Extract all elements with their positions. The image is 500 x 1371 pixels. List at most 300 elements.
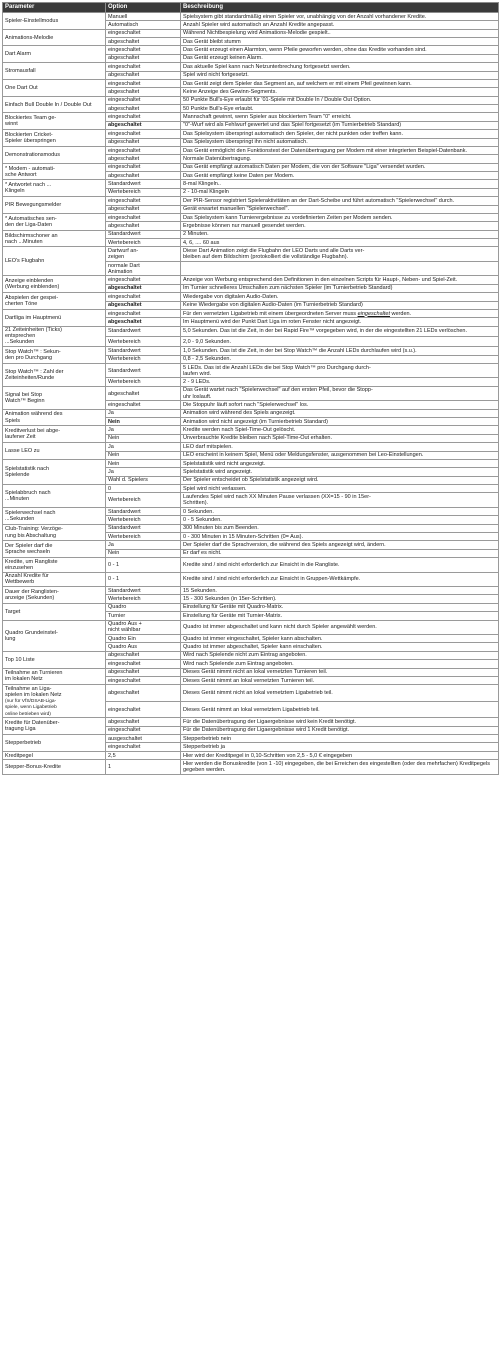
description-cell: [181, 459, 499, 467]
description-text: Das Spielsystem überspringt automatisch den Spieler, der nicht punkten oder treffen kann.: [183, 130, 404, 137]
parameter-cell: [3, 603, 106, 620]
description-cell: [181, 507, 499, 515]
parameter-cell: [3, 29, 106, 46]
description-text: Kredite werden nach Spiel-Time-Out gelöscht.: [183, 427, 296, 434]
description-text: Das Gerät ermöglicht den Funktionstest der Datenübertragung per Modem mit einer integrierten Beispiel-Datenbank.: [183, 147, 468, 154]
option-label: eingeschaltet: [108, 97, 141, 104]
option-label: eingeschaltet: [108, 706, 141, 713]
description-text: Im Turnier schnelleres Umschalten zum nächsten Spieler (im Turnierbetrieb Standard): [183, 285, 393, 292]
description-text: 2 - 9 LEDs.: [183, 379, 211, 386]
option-label: normale Dart Animation: [108, 262, 140, 275]
description-text: Spielsystem gibt standardmäßig einen Spieler vor, unabhängig von der Anzahl vorhandener Kredite.: [183, 13, 427, 20]
description-text: 2 - 10-mal Klingeln: [183, 189, 229, 196]
option-label: Wahl d. Spielers: [108, 477, 148, 484]
option-cell: [106, 239, 181, 247]
table-row: [3, 230, 499, 238]
description-text: Gerät erwartet manuellen "Spielerwechsel".: [183, 206, 290, 213]
option-cell: [106, 587, 181, 595]
description-cell: [181, 676, 499, 684]
description-text: Für die Datenübertragung der Ligaergebnisse wird kein Kredit benötigt.: [183, 719, 357, 725]
option-label: Wertebereich: [108, 239, 141, 246]
option-label: Wertebereich: [108, 516, 141, 523]
description-text: Das Gerät erzeugt keinen Alarm.: [183, 55, 263, 62]
option-label: Standardwert: [108, 525, 141, 532]
parameter-cell: [3, 718, 106, 735]
description-tail: werden.: [390, 310, 412, 317]
option-cell: [106, 38, 181, 46]
parameter-label: Kreditverlust bei abge- laufener Zeit: [5, 428, 61, 441]
parameter-cell: [3, 180, 106, 197]
description-cell: [181, 38, 499, 46]
parameter-label: Dart Alarm: [5, 51, 31, 58]
description-cell: [181, 247, 499, 261]
description-text: Animation wird während des Spiels angezeigt.: [183, 410, 296, 417]
parameter-cell: [3, 668, 106, 685]
option-label: abgeschaltet: [108, 72, 140, 79]
description-text: Spiel wird nicht fortgesetzt.: [183, 72, 249, 79]
table-row: [3, 363, 499, 377]
description-text: "0"-Wurf wird als Fehlwurf gewertet und das Spiel fortgesetzt (im Turnierbetrieb Standard): [183, 122, 402, 129]
parameter-table: [2, 2, 499, 775]
parameter-cell: [3, 96, 106, 113]
option-cell: [106, 309, 181, 317]
option-label: Quadro Aus + nicht wählbar: [108, 621, 142, 634]
parameter-label: Top 10 Liste: [5, 656, 35, 663]
parameter-label: Kredite, um Rangliste einzusehen: [5, 558, 58, 571]
parameter-label: PIR Bewegungsmelder: [5, 202, 62, 209]
table-row: [3, 130, 499, 138]
option-label: eingeschaltet: [108, 130, 141, 137]
parameter-cell: [3, 651, 106, 668]
table-row: [3, 751, 499, 759]
option-cell: [106, 485, 181, 493]
description-cell: [181, 105, 499, 113]
description-cell: [181, 485, 499, 493]
table-row: [3, 651, 499, 659]
parameter-label: Stop Watch™ : Sekun- den pro Durchgang: [5, 349, 61, 362]
description-cell: [181, 643, 499, 651]
option-cell: [106, 318, 181, 326]
option-label: Turnier: [108, 612, 126, 619]
option-label: eingeschaltet: [108, 30, 141, 37]
description-text: Stepperbetrieb nein: [183, 735, 232, 742]
table-row: [3, 326, 499, 336]
parameter-cell: [3, 620, 106, 651]
description-text: 4, 6, .... 60 aus: [183, 239, 220, 246]
description-cell: [181, 276, 499, 284]
option-label: Wertebereich: [108, 379, 141, 386]
option-label: abgeschaltet: [108, 318, 142, 325]
description-text: Er darf es nicht.: [183, 550, 222, 557]
parameter-label: Blockierten Cricket- Spieler überspringen: [5, 132, 56, 145]
option-cell: [106, 188, 181, 196]
option-label: abgeschaltet: [108, 139, 140, 146]
option-label: abgeschaltet: [108, 222, 140, 229]
parameter-cell: [3, 326, 106, 347]
description-cell: [181, 54, 499, 62]
parameter-label: Stop Watch™ : Zahl der Zeiteinheiten/Runde: [5, 368, 64, 381]
option-cell: [106, 71, 181, 79]
parameter-label: LEO's Flugbahn: [5, 258, 45, 265]
description-text: 0 - 300 Minuten in 15 Minuten-Schritten (0= Aus).: [183, 533, 303, 540]
description-text: Das Gerät empfängt automatisch Daten per Modem, die von der Software "Liga" versendet wurden.: [183, 164, 426, 171]
parameter-cell: [3, 459, 106, 484]
table-row: [3, 29, 499, 37]
table-header-row: [3, 3, 499, 13]
description-cell: [181, 603, 499, 611]
description-text: Das Gerät bleibt stumm: [183, 38, 241, 45]
parameter-cell: [3, 443, 106, 460]
option-label: ausgeschaltet: [108, 735, 142, 742]
description-cell: [181, 558, 499, 572]
option-cell: [106, 743, 181, 751]
option-label: Wertebereich: [108, 533, 141, 540]
description-cell: [181, 668, 499, 676]
option-cell: [106, 276, 181, 284]
table-row: [3, 685, 499, 702]
table-body: [3, 12, 499, 774]
option-cell: [106, 355, 181, 363]
table-row: [3, 620, 499, 634]
option-label: eingeschaltet: [108, 147, 141, 154]
parameter-label: Spielerwechsel nach ...Sekunden: [5, 509, 56, 522]
parameter-cell: [3, 293, 106, 310]
description-cell: [181, 121, 499, 129]
description-text: Einstellung für Geräte mit Turnier-Matrix.: [183, 612, 283, 619]
option-cell: [106, 172, 181, 180]
option-cell: [106, 541, 181, 549]
description-cell: [181, 355, 499, 363]
table-row: [3, 718, 499, 726]
parameter-label: Der Spieler darf die Sprache wechseln: [5, 543, 53, 556]
description-cell: [181, 685, 499, 702]
table-row: [3, 541, 499, 549]
description-text: Keine Anzeige des Gewinn-Segments.: [183, 88, 277, 95]
option-label: Ja: [108, 443, 114, 450]
option-cell: [106, 21, 181, 29]
parameter-label: Teilnahme an Liga- spielen im lokalen Netz: [5, 685, 62, 699]
parameter-label: Stepper-Bonus-Kredite: [5, 763, 61, 770]
description-cell: [181, 155, 499, 163]
description-emphasis: eingeschaltet: [357, 310, 390, 317]
parameter-label: Spielabbruch nach ...Minuten: [5, 489, 51, 502]
parameter-label: Kredite für Datenüber- tragung Liga: [5, 720, 60, 733]
parameter-label: Einfach Bull Double In / Double Out: [5, 101, 92, 108]
parameter-label: Dartliga im Hauptmenü: [5, 314, 62, 321]
description-cell: [181, 318, 499, 326]
option-label: Nein: [108, 452, 120, 459]
description-text: Einstellung für Geräte mit Quadro-Matrix.: [183, 604, 284, 611]
description-cell: [181, 595, 499, 603]
option-label: Ja: [108, 410, 114, 417]
option-label: Ja: [108, 468, 114, 475]
option-cell: [106, 685, 181, 702]
option-label: eingeschaltet: [108, 214, 141, 221]
parameter-label: Bildschirmschoner an nach ...Minuten: [5, 232, 58, 245]
description-cell: [181, 12, 499, 20]
description-cell: [181, 718, 499, 726]
option-cell: [106, 595, 181, 603]
description-text: Der Spieler darf die Sprachversion, die während des Spiels angezeigt wird, ändern.: [183, 542, 386, 549]
description-cell: [181, 751, 499, 759]
option-cell: [106, 409, 181, 417]
option-label: eingeschaltet: [108, 401, 141, 408]
option-cell: [106, 493, 181, 507]
option-label: eingeschaltet: [108, 677, 141, 684]
description-text: Für die Datenübertragung der Ligaergebnisse wird 1 Kredit benötigt.: [183, 727, 350, 734]
description-text: Das aktuelle Spiel kann nach Netzunterbrechung fortgesetzt werden.: [183, 63, 351, 70]
parameter-cell: [3, 363, 106, 386]
option-label: Standardwert: [108, 508, 141, 515]
option-label: Standardwert: [108, 181, 141, 188]
description-cell: [181, 572, 499, 586]
table-row: [3, 79, 499, 87]
parameter-label: Quadro Grundeinstel- lung: [5, 629, 58, 642]
description-text: 0 Sekunden.: [183, 508, 214, 515]
option-cell: [106, 718, 181, 726]
description-text: Dieses Gerät nimmt an lokal vernetzten Turnieren teil.: [183, 677, 315, 684]
table-row: [3, 213, 499, 221]
description-cell: [181, 409, 499, 417]
parameter-label: Kreditpegel: [5, 752, 33, 759]
table-row: [3, 760, 499, 774]
description-cell: [181, 301, 499, 309]
description-text: 1,0 Sekunden. Das ist die Zeit, in der bei Stop Watch™ die Anzahl LEDs durchlaufen wird (s.u.).: [183, 347, 417, 354]
option-cell: [106, 46, 181, 54]
description-text: Spiel wird nicht verlassen.: [183, 485, 247, 492]
option-label: Quadro Aus: [108, 644, 138, 651]
description-cell: [181, 418, 499, 426]
description-text: Das Spielsystem überspringt ihn nicht automatisch.: [183, 139, 308, 146]
option-cell: [106, 79, 181, 87]
parameter-cell: [3, 130, 106, 147]
table-row: [3, 247, 499, 261]
description-text: Quadro ist immer abgeschaltet und kann nicht durch Spieler angewählt werden.: [183, 624, 377, 631]
description-cell: [181, 239, 499, 247]
description-text: Dieses Gerät nimmt nicht an lokal vernetzten Turnieren teil.: [183, 669, 328, 676]
description-cell: [181, 46, 499, 54]
parameter-label: Teilnahme an Turnieren im lokalen Netz: [5, 670, 63, 683]
option-label: 2,5: [108, 752, 116, 759]
parameter-cell: [3, 524, 106, 541]
option-cell: [106, 651, 181, 659]
option-cell: [106, 326, 181, 336]
option-cell: [106, 261, 181, 275]
description-cell: [181, 326, 499, 336]
option-cell: [106, 163, 181, 171]
parameter-cell: [3, 760, 106, 774]
description-text: Im Hauptmenü wird der Punkt Dart Liga im roten Fenster nicht angezeigt.: [183, 318, 362, 325]
parameter-cell: [3, 587, 106, 604]
option-label: Nein: [108, 550, 120, 557]
option-cell: [106, 558, 181, 572]
description-cell: [181, 363, 499, 377]
option-cell: [106, 635, 181, 643]
parameter-label: Signal bei Stop Watch™ Beginn: [5, 391, 45, 404]
description-text: Für den vernetzten Ligabetrieb mit einem übergeordneten Server muss: [183, 310, 358, 317]
description-cell: [181, 222, 499, 230]
parameter-label: * Antwortet nach ... Klingeln: [5, 182, 52, 195]
option-label: eingeschaltet: [108, 164, 141, 171]
description-text: Hier wird der Kreditpegel in 0,10-Schritten von 2,5 - 5,0 € eingegeben: [183, 752, 353, 759]
description-text: 0,8 - 2,5 Sekunden.: [183, 356, 232, 363]
option-cell: [106, 451, 181, 459]
option-cell: [106, 230, 181, 238]
option-cell: [106, 197, 181, 205]
table-row: [3, 12, 499, 20]
table-row: [3, 146, 499, 154]
description-cell: [181, 401, 499, 409]
table-row: [3, 587, 499, 595]
parameter-cell: [3, 146, 106, 163]
description-cell: [181, 113, 499, 121]
description-cell: [181, 541, 499, 549]
description-cell: [181, 587, 499, 595]
description-cell: [181, 533, 499, 541]
option-cell: [106, 336, 181, 346]
description-cell: [181, 426, 499, 434]
description-text: Wird nach Spielende zum Eintrag angeboten.: [183, 660, 294, 667]
description-cell: [181, 213, 499, 221]
description-cell: [181, 63, 499, 71]
description-cell: [181, 516, 499, 524]
description-text: Normale Datenübertragung.: [183, 155, 252, 162]
option-cell: [106, 54, 181, 62]
option-cell: [106, 213, 181, 221]
parameter-label: Anzeige einblenden (Werbung einblenden): [5, 278, 60, 291]
description-text: Spielstatistik wird angezeigt.: [183, 468, 253, 475]
description-text: 2 Minuten.: [183, 231, 209, 238]
description-text: Spielstatistik wird nicht angezeigt.: [183, 460, 266, 467]
option-label: eingeschaltet: [108, 197, 141, 204]
option-label: Wertebereich: [108, 596, 141, 603]
description-cell: [181, 378, 499, 386]
description-cell: [181, 701, 499, 718]
option-cell: [106, 155, 181, 163]
parameter-cell: [3, 46, 106, 63]
option-label: Wertebereich: [108, 497, 141, 504]
description-text: 50 Punkte Bull's-Eye erlaubt.: [183, 105, 254, 112]
description-text: Kredite sind / sind nicht erforderlich zur Einsicht in Gruppen-Wettkämpfe.: [183, 576, 361, 583]
option-label: 1: [108, 763, 112, 770]
description-text: Dieses Gerät nimmt an lokal vernetztem Ligabetrieb teil.: [183, 706, 320, 713]
description-text: Stepperbetrieb ja: [183, 744, 225, 751]
option-label: eingeschaltet: [108, 727, 141, 734]
table-row: [3, 524, 499, 532]
parameter-label: Stromausfall: [5, 68, 36, 75]
parameter-cell: [3, 685, 106, 718]
description-text: Ergebnisse können nur manuell gesendet werden.: [183, 222, 306, 229]
option-label: eingeschaltet: [108, 80, 141, 87]
table-row: [3, 443, 499, 451]
description-cell: [181, 146, 499, 154]
parameter-cell: [3, 79, 106, 96]
parameter-cell: [3, 113, 106, 130]
header-parameter: Parameter: [3, 3, 106, 13]
description-cell: [181, 180, 499, 188]
option-cell: [106, 533, 181, 541]
option-label: abgeschaltet: [108, 302, 142, 309]
option-label: abgeschaltet: [108, 652, 140, 659]
table-row: [3, 426, 499, 434]
description-cell: [181, 476, 499, 484]
option-cell: [106, 668, 181, 676]
option-cell: [106, 726, 181, 734]
option-cell: [106, 507, 181, 515]
option-label: abgeschaltet: [108, 55, 140, 62]
description-cell: [181, 293, 499, 301]
option-label: abgeschaltet: [108, 105, 140, 112]
description-text: Kredite sind / sind nicht erforderlich zur Einsicht in die Rangliste.: [183, 561, 340, 568]
description-cell: [181, 443, 499, 451]
option-cell: [106, 293, 181, 301]
description-text: 2,0 - 9,0 Sekunden.: [183, 338, 232, 345]
option-label: eingeschaltet: [108, 47, 141, 54]
table-row: [3, 180, 499, 188]
description-cell: [181, 735, 499, 743]
option-cell: [106, 701, 181, 718]
parameter-label: Abspielen der gespei- cherten Töne: [5, 294, 59, 308]
option-cell: [106, 760, 181, 774]
description-cell: [181, 726, 499, 734]
description-text: Laufendes Spiel wird nach XX Minuten Pause verlassen (XX=15 - 90 in 15er- Schritten).: [183, 494, 371, 507]
table-row: [3, 507, 499, 515]
table-row: [3, 409, 499, 417]
description-cell: [181, 284, 499, 292]
description-text: Das Gerät erzeugt einen Alarmton, wenn Pfeile geworfen werden, ohne das Kredite vorhanden sind.: [183, 47, 427, 54]
description-text: Unverbrauchte Kredite bleiben nach Spiel-Time-Out erhalten.: [183, 435, 332, 442]
description-cell: [181, 130, 499, 138]
description-text: 8-mal Klingeln..: [183, 181, 221, 188]
option-label: eingeschaltet: [108, 744, 141, 751]
option-cell: [106, 401, 181, 409]
description-text: Das Spielsystem kann Turnierergebnisse zu vordefinierten Zeiten per Modem senden.: [183, 214, 393, 221]
description-text: Dieses Gerät nimmt nicht an lokal vernetztem Ligabetrieb teil.: [183, 690, 333, 696]
parameter-label: One Dart Out: [5, 84, 38, 91]
option-cell: [106, 524, 181, 532]
description-cell: [181, 163, 499, 171]
option-label: Ja: [108, 427, 114, 434]
option-cell: [106, 222, 181, 230]
description-text: Hier werden die Bonuskredite (von 1 -10) eingegeben, die bei Erreichen des eingestellten (oder des mehrfachen) Kreditpegels gegeben werden.: [183, 760, 490, 773]
parameter-cell: [3, 276, 106, 293]
option-label: abgeschaltet: [108, 285, 142, 292]
table-row: [3, 46, 499, 54]
option-label: eingeschaltet: [108, 310, 141, 317]
parameter-cell: [3, 230, 106, 247]
option-cell: [106, 347, 181, 355]
description-text: Mannschaft gewinnt, wenn Spieler aus blockiertem Team "0" erreicht.: [183, 114, 352, 121]
option-cell: [106, 735, 181, 743]
description-text: 0 - 5 Sekunden.: [183, 516, 222, 523]
parameter-label: Blockiertes Team ge- winnt: [5, 115, 57, 128]
option-cell: [106, 180, 181, 188]
option-label: Wertebereich: [108, 356, 141, 363]
description-cell: [181, 493, 499, 507]
parameter-cell: [3, 751, 106, 759]
option-cell: [106, 620, 181, 634]
description-text: Der Spieler entscheidet ob Spielstatistik angezeigt wird.: [183, 477, 319, 484]
option-label: Nein: [108, 435, 120, 442]
description-cell: [181, 336, 499, 346]
parameter-label: Spieler-Einstellmodus: [5, 17, 59, 24]
description-text: Während Nichtbespielung wird Animations-Melodie gespielt..: [183, 30, 331, 37]
option-cell: [106, 572, 181, 586]
description-text: Anzahl Spieler wird automatisch an Anzahl Kredite angepasst.: [183, 21, 335, 28]
description-cell: [181, 309, 499, 317]
parameter-label: Lasse LEO zu: [5, 447, 40, 454]
description-cell: [181, 88, 499, 96]
